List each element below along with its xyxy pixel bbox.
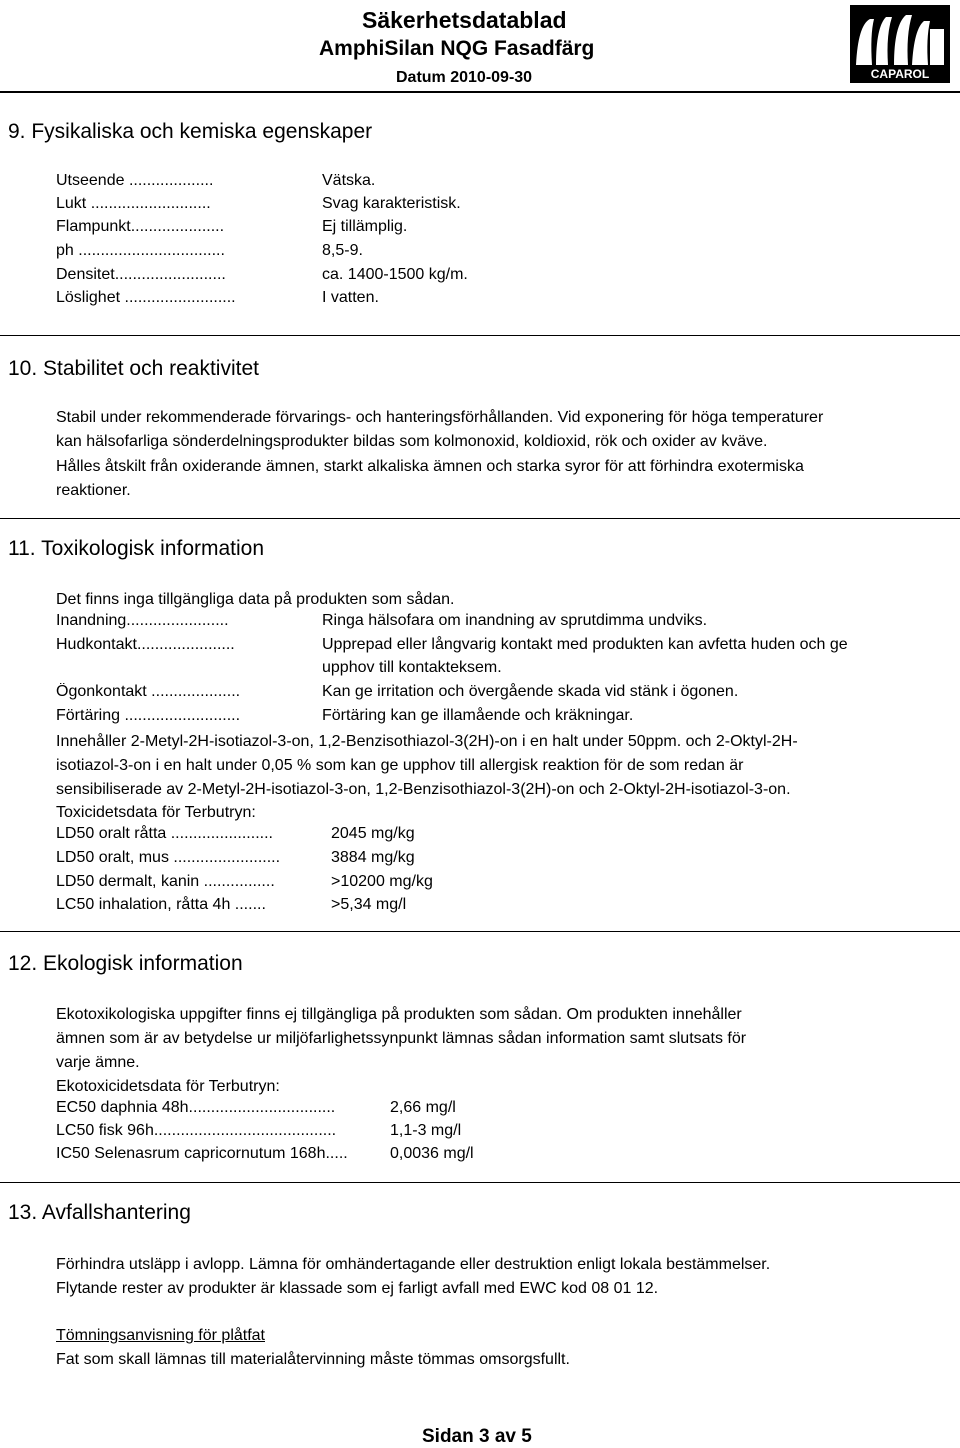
prop-value: 8,5-9. bbox=[322, 242, 363, 259]
eco-data-title: Ekotoxicidetsdata för Terbutryn: bbox=[56, 1078, 280, 1095]
section-divider bbox=[0, 931, 960, 932]
exposure-label: Förtäring .......................... bbox=[56, 707, 241, 724]
paragraph-line: Ekotoxikologiska uppgifter finns ej tillgängliga på produkten som sådan. Om produkten innehåller bbox=[56, 1006, 742, 1023]
section-13-title: 13. Avfallshantering bbox=[8, 1201, 191, 1224]
eco-label: EC50 daphnia 48h................................. bbox=[56, 1099, 336, 1116]
paragraph-line: kan hälsofarliga sönderdelningsprodukter bildas som kolmonoxid, koldioxid, rök och oxider av kväve. bbox=[56, 433, 768, 450]
toxic-intro: Det finns inga tillgängliga data på produkten som sådan. bbox=[56, 591, 455, 608]
eco-value: 1,1-3 mg/l bbox=[390, 1122, 462, 1139]
section-11-title: 11. Toxikologisk information bbox=[8, 537, 265, 560]
tox-value: >10200 mg/kg bbox=[331, 873, 433, 890]
product-name: AmphiSilan NQG Fasadfärg bbox=[319, 37, 595, 60]
eco-value: 0,0036 mg/l bbox=[390, 1145, 474, 1162]
logo-text: CAPAROL bbox=[870, 67, 930, 81]
paragraph-line: Hålles åtskilt från oxiderande ämnen, starkt alkaliska ämnen och starka syror för att förhindra exotermiska bbox=[56, 458, 804, 475]
prop-value: ca. 1400-1500 kg/m. bbox=[322, 266, 468, 283]
exposure-value: Förtäring kan ge illamående och kräkningar. bbox=[322, 707, 634, 724]
tox-value: 3884 mg/kg bbox=[331, 849, 415, 866]
tox-label: LC50 inhalation, råtta 4h ....... bbox=[56, 896, 266, 913]
page-number: Sidan 3 av 5 bbox=[422, 1426, 532, 1447]
prop-value: Ej tillämplig. bbox=[322, 218, 408, 235]
prop-label: Lukt ........................... bbox=[56, 195, 211, 212]
header-divider bbox=[0, 91, 960, 93]
section-9-title: 9. Fysikaliska och kemiska egenskaper bbox=[8, 120, 373, 143]
prop-label: Densitet......................... bbox=[56, 266, 226, 283]
prop-value: Svag karakteristisk. bbox=[322, 195, 461, 212]
eco-label: IC50 Selenasrum capricornutum 168h..... bbox=[56, 1145, 348, 1162]
paragraph-line: Innehåller 2-Metyl-2H-isotiazol-3-on, 1,2-Benzisothiazol-3(2H)-on i en halt under 50ppm. och 2-Oktyl-2H- bbox=[56, 733, 798, 750]
document-title: Säkerhetsdatablad bbox=[362, 7, 567, 33]
prop-label: Flampunkt..................... bbox=[56, 218, 225, 235]
caparol-logo bbox=[850, 5, 950, 83]
tox-value: >5,34 mg/l bbox=[331, 896, 407, 913]
section-divider bbox=[0, 335, 960, 336]
paragraph-line: sensibiliserade av 2-Metyl-2H-isotiazol-3-on, 1,2-Benzisothiazol-3(2H)-on och 2-Oktyl-2H-isotiazol-3-on. bbox=[56, 781, 791, 798]
exposure-value: Kan ge irritation och övergående skada vid stänk i ögonen. bbox=[322, 683, 739, 700]
prop-value: I vatten. bbox=[322, 289, 379, 306]
exposure-label: Ögonkontakt .................... bbox=[56, 683, 241, 700]
tox-label: LD50 oralt råtta ....................... bbox=[56, 825, 273, 842]
eco-value: 2,66 mg/l bbox=[390, 1099, 456, 1116]
tox-data-title: Toxicidetsdata för Terbutryn: bbox=[56, 804, 256, 821]
prop-label: Löslighet ......................... bbox=[56, 289, 236, 306]
section-divider bbox=[0, 518, 960, 519]
emptying-instructions-heading: Tömningsanvisning för plåtfat bbox=[56, 1327, 265, 1344]
section-12-title: 12. Ekologisk information bbox=[8, 952, 243, 975]
exposure-label: Inandning....................... bbox=[56, 612, 229, 629]
prop-value: Vätska. bbox=[322, 172, 376, 189]
paragraph-line: Stabil under rekommenderade förvarings- och hanteringsförhållanden. Vid exponering för höga temperaturer bbox=[56, 409, 824, 426]
section-divider bbox=[0, 1182, 960, 1183]
paragraph-line: reaktioner. bbox=[56, 482, 131, 499]
document-date: Datum 2010-09-30 bbox=[396, 69, 533, 86]
section-10-title: 10. Stabilitet och reaktivitet bbox=[8, 357, 259, 380]
exposure-label: Hudkontakt...................... bbox=[56, 636, 235, 653]
prop-label: ph ................................. bbox=[56, 242, 225, 259]
paragraph-line: Flytande rester av produkter är klassade som ej farligt avfall med EWC kod 08 01 12. bbox=[56, 1280, 659, 1297]
exposure-value: Ringa hälsofara om inandning av sprutdimma undviks. bbox=[322, 612, 708, 629]
paragraph-line: ämnen som är av betydelse ur miljöfarlighetssynpunkt lämnas sådan information samt slutsats för bbox=[56, 1030, 747, 1047]
tox-label: LD50 oralt, mus ........................ bbox=[56, 849, 281, 866]
emptying-instructions-text: Fat som skall lämnas till materialåtervinning måste tömmas omsorgsfullt. bbox=[56, 1351, 570, 1368]
exposure-value: upphov till kontakteksem. bbox=[322, 659, 502, 676]
eco-label: LC50 fisk 96h......................................... bbox=[56, 1122, 337, 1139]
paragraph-line: isotiazol-3-on i en halt under 0,05 % som kan ge upphov till allergisk reaktion för de som redan är bbox=[56, 757, 744, 774]
tox-value: 2045 mg/kg bbox=[331, 825, 415, 842]
exposure-value: Upprepad eller långvarig kontakt med produkten kan avfetta huden och ge bbox=[322, 636, 848, 653]
paragraph-line: varje ämne. bbox=[56, 1054, 140, 1071]
tox-label: LD50 dermalt, kanin ................ bbox=[56, 873, 275, 890]
prop-label: Utseende ................... bbox=[56, 172, 214, 189]
paragraph-line: Förhindra utsläpp i avlopp. Lämna för omhändertagande eller destruktion enligt lokala bestämmelser. bbox=[56, 1256, 771, 1273]
